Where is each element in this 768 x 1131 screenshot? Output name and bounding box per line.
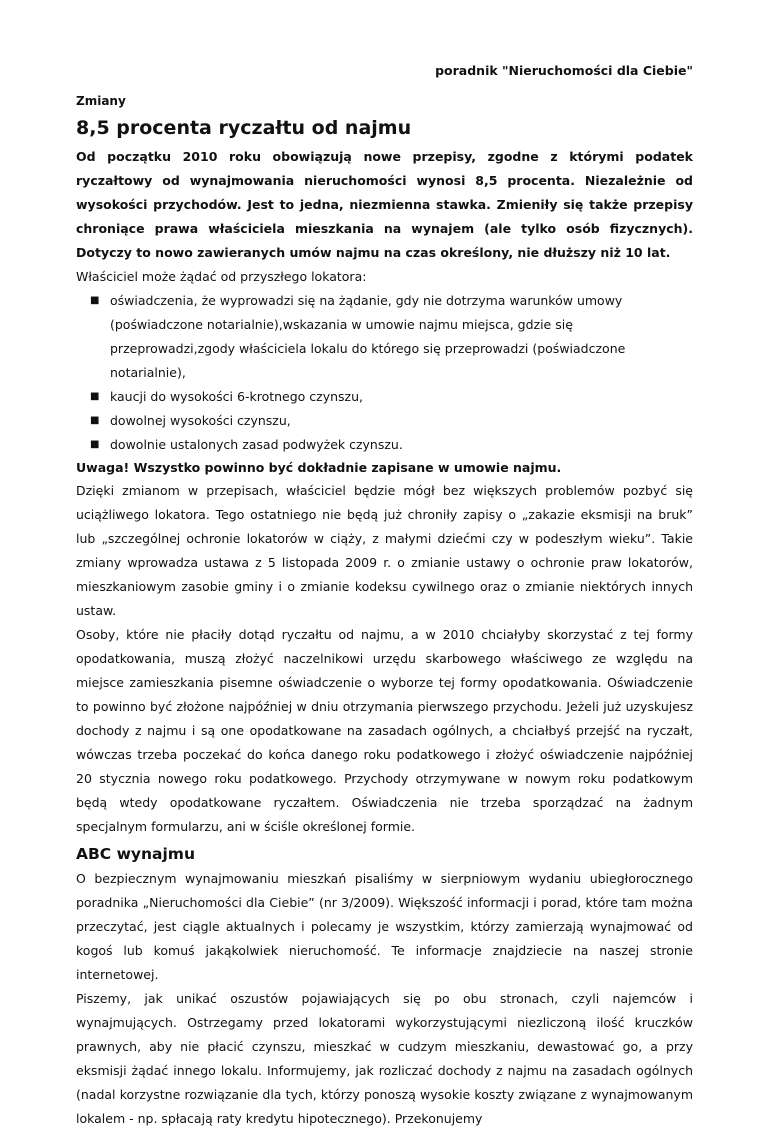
warning-note: Uwaga! Wszystko powinno być dokładnie zapisane w umowie najmu. xyxy=(76,460,562,475)
requirements-list xyxy=(76,289,693,457)
list-intro: Właściciel może żądać od przyszłego lokatora: xyxy=(76,269,367,284)
body-paragraph: O bezpiecznym wynajmowaniu mieszkań pisaliśmy w sierpniowym wydaniu ubiegłorocznego poradnika „Nieruchomości dla Ciebie” (nr 3/2009). Większość informacji i porad, które tam można przeczytać, jest ciągle aktualnych i polecamy je wszystkim, którzy zamierzają wynajmować od kogoś lub komuś jakąkolwiek nieruchomość. Te informacje znajdziecie na naszej stronie internetowej. xyxy=(76,871,693,982)
publication-header: poradnik "Nieruchomości dla Ciebie" xyxy=(435,63,693,78)
bullet-icon: ■ xyxy=(90,295,100,306)
body-paragraph: Dzięki zmianom w przepisach, właściciel będzie mógł bez większych problemów pozbyć się uciążliwego lokatora. Tego ostatniego nie będą już chroniły zapisy o „zakazie eksmisji na bruk” lub „szczególnej ochronie lokatorów w ciąży, z małymi dziećmi czy w podeszłym wieku”. Takie zmiany wprowadza ustawa z 5 listopada 2009 r. o zmianie ustawy o ochronie praw lokatorów, mieszkaniowym zasobie gminy i o zmianie kodeksu cywilnego oraz o zmianie niektórych innych ustaw. xyxy=(76,483,693,618)
bullet-icon: ■ xyxy=(90,439,100,450)
bullet-icon: ■ xyxy=(90,415,100,426)
document-page xyxy=(76,62,693,1131)
list-item: ■ kaucji do wysokości 6-krotnego czynszu, xyxy=(90,385,693,409)
article-title: 8,5 procenta ryczałtu od najmu xyxy=(76,117,412,139)
list-item: ■ dowolnie ustalonych zasad podwyżek czynszu. xyxy=(90,433,693,457)
section-label: Zmiany xyxy=(76,94,126,108)
bullet-icon: ■ xyxy=(90,391,100,402)
list-item: ■ dowolnej wysokości czynszu, xyxy=(90,409,693,433)
section-heading: ABC wynajmu xyxy=(76,845,195,863)
body-paragraph: Osoby, które nie płaciły dotąd ryczałtu od najmu, a w 2010 chciałyby skorzystać z tej formy opodatkowania, muszą złożyć naczelnikowi urzędu skarbowego właściwego ze względu na miejsce zamieszkania pisemne oświadczenie o wyborze tej formy opodatkowania. Oświadczenie to powinno być złożone najpóźniej w dniu otrzymania pierwszego przychodu. Jeżeli już uzyskujesz dochody z najmu i są one opodatkowane na zasadach ogólnych, a chciałbyś przejść na ryczałt, wówczas trzeba poczekać do końca danego roku podatkowego i złożyć oświadczenie najpóźniej 20 stycznia nowego roku podatkowego. Przychody otrzymywane w nowym roku podatkowym będą wtedy opodatkowane ryczałtem. Oświadczenia nie trzeba sporządzać na żadnym specjalnym formularzu, ani w ściśle określonej formie. xyxy=(76,627,693,834)
body-paragraph: Piszemy, jak unikać oszustów pojawiających się po obu stronach, czyli najemców i wynajmujących. Ostrzegamy przed lokatorami wykorzystującymi niezliczoną ilość kruczków prawnych, aby nie płacić czynszu, mieszkać w cudzym mieszkaniu, dewastować go, a przy eksmisji żądać innego lokalu. Informujemy, jak rozliczać dochody z najmu na zasadach ogólnych (nadal korzystne rozwiązanie dla tych, którzy ponoszą wysokie koszty związane z wynajmowanym lokalem - np. spłacają raty kredytu hipotecznego). Przekonujemy xyxy=(76,991,693,1126)
lead-paragraph: Od początku 2010 roku obowiązują nowe przepisy, zgodne z którymi podatek ryczałtowy od wynajmowania nieruchomości wynosi 8,5 procenta. Niezależnie od wysokości przychodów. Jest to jedna, niezmienna stawka. Zmieniły się także przepisy chroniące prawa właściciela mieszkania na wynajem (ale tylko osób fizycznych). Dotyczy to nowo zawieranych umów najmu na czas określony, nie dłuższy niż 10 lat. xyxy=(76,149,693,260)
list-item: ■ oświadczenia, że wyprowadzi się na żądanie, gdy nie dotrzyma warunków umowy (poświadczone notarialnie),wskazania w umowie najmu miejsca, gdzie się przeprowadzi,zgody właściciela lokalu do którego się przeprowadzi (poświadczone notarialnie), xyxy=(90,289,693,385)
